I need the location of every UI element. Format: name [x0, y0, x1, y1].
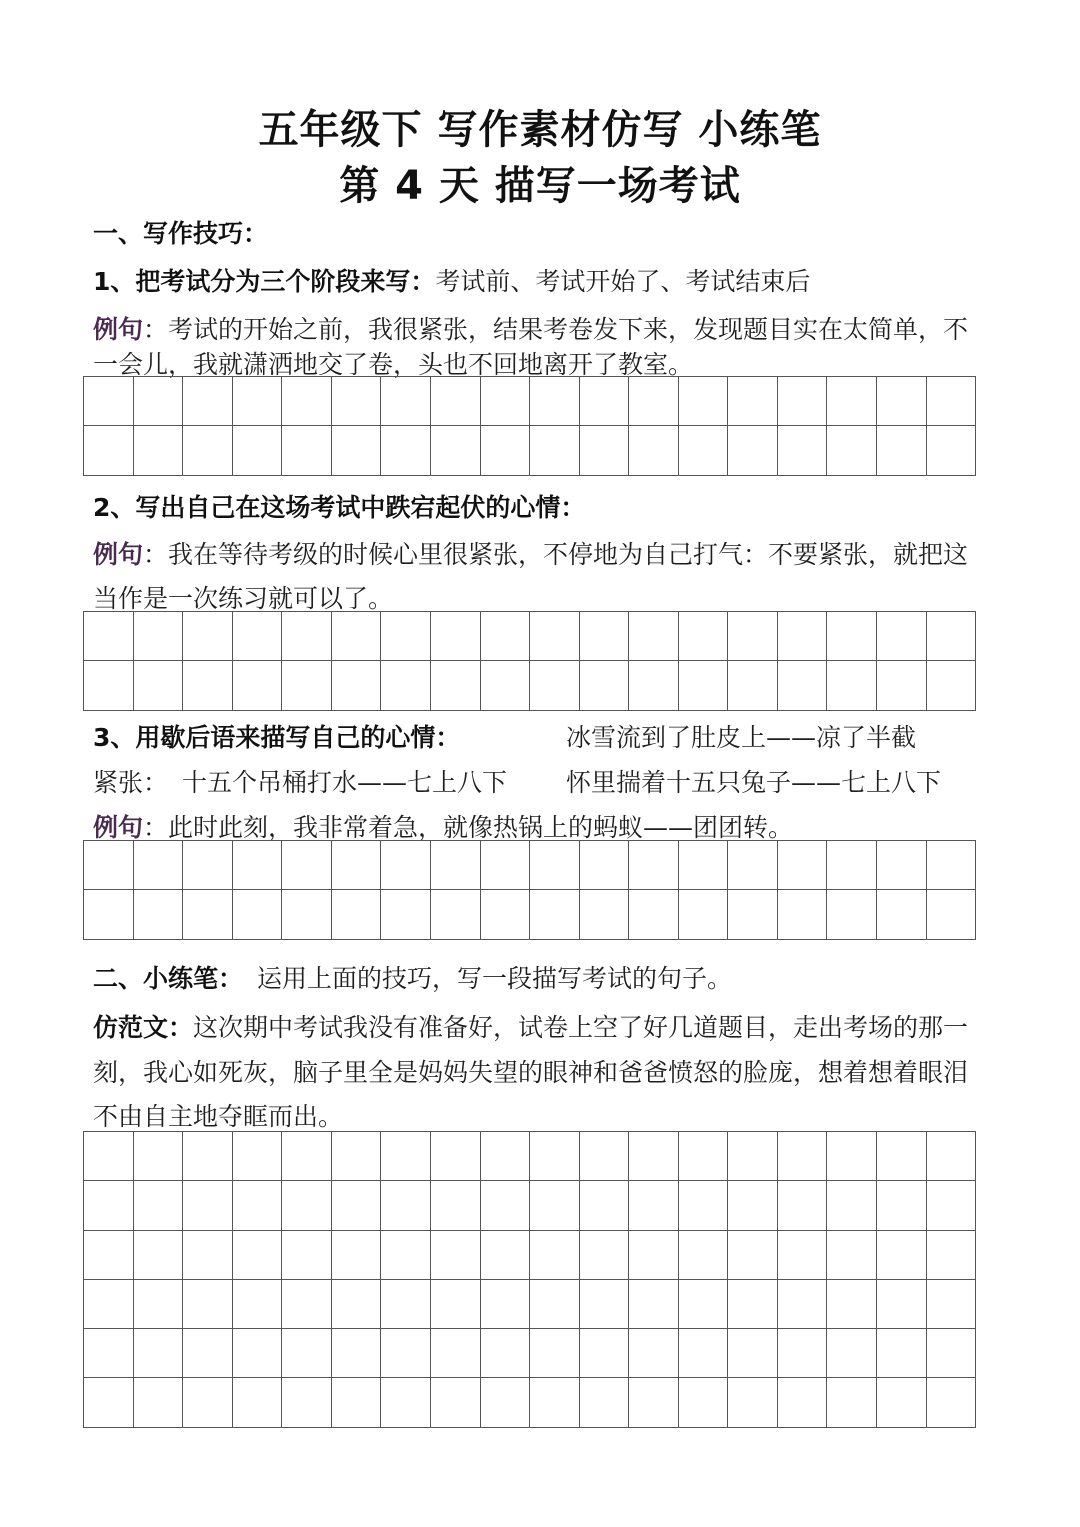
grid-cell[interactable]	[927, 1181, 977, 1230]
grid-cell[interactable]	[381, 661, 431, 710]
tip3-label: 3、用歇后语来描写自己的心情：	[93, 723, 461, 752]
grid-cell[interactable]	[877, 377, 927, 426]
grid-cell[interactable]	[877, 890, 927, 939]
grid-cell[interactable]	[679, 890, 729, 939]
tip1-label: 1、把考试分为三个阶段来写：	[93, 267, 436, 296]
section2-heading: 二、小练笔：	[93, 964, 244, 993]
grid-cell[interactable]	[381, 890, 431, 939]
grid-cell[interactable]	[629, 1231, 679, 1280]
grid-cell[interactable]	[84, 612, 134, 661]
grid-row	[84, 1231, 976, 1280]
grid-cell[interactable]	[728, 1132, 778, 1181]
grid-cell[interactable]	[481, 841, 531, 890]
grid-cell[interactable]	[481, 1378, 531, 1427]
grid-row	[84, 890, 976, 939]
section2-heading-line	[93, 959, 993, 995]
grid-cell[interactable]	[233, 612, 283, 661]
grid-cell[interactable]	[282, 1378, 332, 1427]
grid-cell[interactable]	[629, 841, 679, 890]
grid-cell[interactable]	[778, 612, 828, 661]
grid-cell[interactable]	[728, 841, 778, 890]
tip2-example-label: 例句	[93, 540, 144, 569]
tip1-line	[93, 262, 993, 298]
grid-cell[interactable]	[629, 426, 679, 475]
grid-cell[interactable]	[332, 890, 382, 939]
grid-cell[interactable]	[134, 612, 184, 661]
grid-cell[interactable]	[580, 1329, 630, 1378]
grid-cell[interactable]	[134, 1280, 184, 1329]
grid-cell[interactable]	[728, 377, 778, 426]
grid-cell[interactable]	[530, 1280, 580, 1329]
grid-cell[interactable]	[134, 1181, 184, 1230]
grid-cell[interactable]	[233, 426, 283, 475]
grid-cell[interactable]	[332, 1181, 382, 1230]
model-essay-text1: 这次期中考试我没有准备好，试卷上空了好几道题目，走出考场的那一	[193, 1013, 969, 1042]
grid-cell[interactable]	[134, 1231, 184, 1280]
grid-cell[interactable]	[481, 426, 531, 475]
grid-cell[interactable]	[481, 1132, 531, 1181]
grid-cell[interactable]	[481, 377, 531, 426]
writing-grid-3[interactable]	[83, 840, 976, 940]
grid-cell[interactable]	[580, 612, 630, 661]
tip3-example-line	[93, 808, 993, 844]
grid-cell[interactable]	[530, 1132, 580, 1181]
grid-cell[interactable]	[481, 1329, 531, 1378]
tip1-text: 考试前、考试开始了、考试结束后	[435, 267, 811, 296]
grid-cell[interactable]	[84, 1181, 134, 1230]
grid-cell[interactable]	[481, 1280, 531, 1329]
grid-cell[interactable]	[679, 841, 729, 890]
grid-cell[interactable]	[728, 1280, 778, 1329]
grid-cell[interactable]	[778, 661, 828, 710]
grid-cell[interactable]	[431, 426, 481, 475]
grid-cell[interactable]	[877, 1378, 927, 1427]
grid-cell[interactable]	[827, 426, 877, 475]
grid-cell[interactable]	[481, 661, 531, 710]
grid-cell[interactable]	[728, 1231, 778, 1280]
grid-cell[interactable]	[332, 1231, 382, 1280]
grid-cell[interactable]	[629, 1132, 679, 1181]
grid-cell[interactable]	[84, 1280, 134, 1329]
grid-cell[interactable]	[183, 1329, 233, 1378]
grid-cell[interactable]	[134, 841, 184, 890]
grid-row	[84, 1132, 976, 1181]
grid-cell[interactable]	[580, 890, 630, 939]
grid-cell[interactable]	[629, 1181, 679, 1230]
grid-cell[interactable]	[332, 612, 382, 661]
model-essay-line1	[93, 1008, 993, 1044]
model-essay-label: 仿范文：	[93, 1013, 194, 1042]
tip3-saying1: 冰雪流到了肚皮上——凉了半截	[566, 723, 917, 752]
grid-cell[interactable]	[282, 1181, 332, 1230]
grid-cell[interactable]	[530, 841, 580, 890]
grid-cell[interactable]	[282, 1329, 332, 1378]
tip3-saying3: 怀里揣着十五只兔子——七上八下	[566, 768, 942, 797]
grid-cell[interactable]	[431, 1132, 481, 1181]
grid-cell[interactable]	[381, 1181, 431, 1230]
tip2-example-text1: ：我在等待考级的时候心里很紧张，不停地为自己打气：不要紧张，就把这	[143, 540, 969, 569]
grid-cell[interactable]	[183, 1280, 233, 1329]
writing-grid-1[interactable]	[83, 376, 976, 476]
grid-cell[interactable]	[679, 1132, 729, 1181]
grid-cell[interactable]	[580, 377, 630, 426]
grid-cell[interactable]	[84, 1231, 134, 1280]
grid-cell[interactable]	[580, 1231, 630, 1280]
grid-row	[84, 661, 976, 710]
grid-cell[interactable]	[332, 1132, 382, 1181]
grid-cell[interactable]	[827, 1280, 877, 1329]
grid-cell[interactable]	[877, 426, 927, 475]
grid-cell[interactable]	[481, 612, 531, 661]
grid-row	[84, 841, 976, 890]
grid-cell[interactable]	[332, 1378, 382, 1427]
grid-cell[interactable]	[778, 841, 828, 890]
writing-grid-4[interactable]	[83, 1131, 976, 1428]
grid-cell[interactable]	[877, 612, 927, 661]
grid-cell[interactable]	[827, 841, 877, 890]
grid-cell[interactable]	[183, 1132, 233, 1181]
grid-cell[interactable]	[530, 612, 580, 661]
grid-cell[interactable]	[927, 612, 977, 661]
grid-cell[interactable]	[332, 1280, 382, 1329]
grid-cell[interactable]	[134, 1132, 184, 1181]
grid-cell[interactable]	[282, 612, 332, 661]
grid-cell[interactable]	[877, 1181, 927, 1230]
grid-cell[interactable]	[580, 1132, 630, 1181]
grid-cell[interactable]	[183, 661, 233, 710]
grid-cell[interactable]	[679, 1181, 729, 1230]
grid-cell[interactable]	[778, 1280, 828, 1329]
grid-cell[interactable]	[778, 890, 828, 939]
grid-cell[interactable]	[233, 1378, 283, 1427]
model-essay-line2: 刻，我心如死灰，脑子里全是妈妈失望的眼神和爸爸愤怒的脸庞，想着想着眼泪	[93, 1058, 969, 1087]
grid-cell[interactable]	[927, 661, 977, 710]
grid-cell[interactable]	[927, 841, 977, 890]
grid-cell[interactable]	[728, 612, 778, 661]
grid-cell[interactable]	[84, 1378, 134, 1427]
grid-cell[interactable]	[84, 1329, 134, 1378]
grid-cell[interactable]	[282, 1231, 332, 1280]
grid-cell[interactable]	[233, 841, 283, 890]
grid-cell[interactable]	[134, 426, 184, 475]
grid-cell[interactable]	[580, 841, 630, 890]
grid-cell[interactable]	[381, 1132, 431, 1181]
grid-row	[84, 1329, 976, 1378]
grid-cell[interactable]	[381, 377, 431, 426]
grid-cell[interactable]	[134, 1378, 184, 1427]
model-essay-line3: 不由自主地夺眶而出。	[93, 1102, 344, 1131]
grid-cell[interactable]	[679, 426, 729, 475]
grid-cell[interactable]	[183, 841, 233, 890]
tip3-example-label: 例句	[93, 813, 144, 842]
grid-cell[interactable]	[827, 1132, 877, 1181]
grid-cell[interactable]	[629, 377, 679, 426]
grid-cell[interactable]	[629, 1329, 679, 1378]
tip1-example-line2: 一会儿，我就潇洒地交了卷，头也不回地离开了教室。	[93, 350, 694, 379]
grid-cell[interactable]	[481, 1231, 531, 1280]
grid-row	[84, 1378, 976, 1427]
grid-cell[interactable]	[827, 377, 877, 426]
grid-cell[interactable]	[233, 1181, 283, 1230]
grid-cell[interactable]	[134, 661, 184, 710]
grid-cell[interactable]	[282, 1132, 332, 1181]
tip2-example-line1	[93, 535, 993, 571]
grid-row	[84, 426, 976, 475]
grid-cell[interactable]	[530, 1329, 580, 1378]
grid-cell[interactable]	[233, 1329, 283, 1378]
tip3-example-text: ：此时此刻，我非常着急，就像热锅上的蚂蚁——团团转。	[143, 813, 794, 842]
grid-cell[interactable]	[84, 841, 134, 890]
tip1-example-text1: ：考试的开始之前，我很紧张，结果考卷发下来，发现题目实在太简单，不	[143, 315, 969, 344]
grid-cell[interactable]	[233, 890, 283, 939]
grid-cell[interactable]	[827, 661, 877, 710]
grid-cell[interactable]	[927, 377, 977, 426]
grid-cell[interactable]	[431, 1280, 481, 1329]
grid-cell[interactable]	[580, 1181, 630, 1230]
grid-cell[interactable]	[629, 661, 679, 710]
grid-row	[84, 612, 976, 661]
grid-cell[interactable]	[431, 890, 481, 939]
grid-cell[interactable]	[927, 1231, 977, 1280]
grid-cell[interactable]	[679, 1231, 729, 1280]
grid-cell[interactable]	[183, 1378, 233, 1427]
grid-cell[interactable]	[381, 1280, 431, 1329]
grid-cell[interactable]	[530, 1378, 580, 1427]
grid-cell[interactable]	[431, 377, 481, 426]
tip2-example-line2: 当作是一次练习就可以了。	[93, 584, 394, 613]
section1-heading: 一、写作技巧：	[93, 219, 269, 248]
page-title: 五年级下 写作素材仿写 小练笔	[258, 107, 822, 153]
grid-cell[interactable]	[827, 1329, 877, 1378]
grid-cell[interactable]	[927, 426, 977, 475]
grid-cell[interactable]	[679, 1329, 729, 1378]
page-subtitle: 第 4 天 描写一场考试	[339, 163, 741, 209]
grid-cell[interactable]	[381, 1378, 431, 1427]
grid-cell[interactable]	[183, 1231, 233, 1280]
grid-cell[interactable]	[927, 1280, 977, 1329]
grid-cell[interactable]	[778, 1378, 828, 1427]
grid-cell[interactable]	[629, 890, 679, 939]
grid-row	[84, 1280, 976, 1329]
grid-cell[interactable]	[481, 1181, 531, 1230]
grid-cell[interactable]	[84, 1132, 134, 1181]
grid-cell[interactable]	[580, 426, 630, 475]
grid-cell[interactable]	[431, 1329, 481, 1378]
grid-cell[interactable]	[827, 890, 877, 939]
grid-cell[interactable]	[728, 1181, 778, 1230]
grid-cell[interactable]	[778, 426, 828, 475]
grid-cell[interactable]	[728, 661, 778, 710]
grid-cell[interactable]	[134, 890, 184, 939]
grid-cell[interactable]	[877, 1329, 927, 1378]
grid-cell[interactable]	[580, 1280, 630, 1329]
grid-cell[interactable]	[233, 661, 283, 710]
grid-cell[interactable]	[332, 841, 382, 890]
grid-cell[interactable]	[679, 1280, 729, 1329]
tip3-nervous-label: 紧张：	[93, 768, 169, 797]
grid-cell[interactable]	[728, 1329, 778, 1378]
grid-cell[interactable]	[580, 1378, 630, 1427]
grid-cell[interactable]	[431, 612, 481, 661]
grid-cell[interactable]	[381, 426, 431, 475]
grid-cell[interactable]	[84, 426, 134, 475]
grid-cell[interactable]	[431, 1181, 481, 1230]
grid-cell[interactable]	[530, 377, 580, 426]
grid-cell[interactable]	[134, 377, 184, 426]
grid-row	[84, 1181, 976, 1230]
grid-cell[interactable]	[728, 1378, 778, 1427]
grid-cell[interactable]	[778, 377, 828, 426]
grid-cell[interactable]	[431, 661, 481, 710]
grid-cell[interactable]	[778, 1181, 828, 1230]
grid-cell[interactable]	[233, 1132, 283, 1181]
grid-cell[interactable]	[381, 1329, 431, 1378]
grid-cell[interactable]	[679, 1378, 729, 1427]
grid-cell[interactable]	[877, 1132, 927, 1181]
tip1-example-label: 例句	[93, 315, 144, 344]
tip2-label: 2、写出自己在这场考试中跌宕起伏的心情：	[93, 493, 586, 522]
grid-cell[interactable]	[629, 612, 679, 661]
grid-cell[interactable]	[233, 1280, 283, 1329]
grid-cell[interactable]	[183, 1181, 233, 1230]
grid-cell[interactable]	[282, 661, 332, 710]
grid-cell[interactable]	[679, 612, 729, 661]
grid-cell[interactable]	[183, 377, 233, 426]
grid-cell[interactable]	[233, 1231, 283, 1280]
grid-cell[interactable]	[431, 841, 481, 890]
grid-cell[interactable]	[84, 661, 134, 710]
grid-cell[interactable]	[282, 426, 332, 475]
tip1-example-line1	[93, 310, 993, 346]
grid-cell[interactable]	[332, 426, 382, 475]
grid-cell[interactable]	[134, 1329, 184, 1378]
grid-cell[interactable]	[827, 1378, 877, 1427]
grid-cell[interactable]	[778, 1132, 828, 1181]
grid-cell[interactable]	[282, 890, 332, 939]
grid-cell[interactable]	[827, 1181, 877, 1230]
grid-cell[interactable]	[530, 661, 580, 710]
grid-cell[interactable]	[183, 890, 233, 939]
grid-cell[interactable]	[877, 1231, 927, 1280]
grid-cell[interactable]	[381, 612, 431, 661]
grid-cell[interactable]	[629, 1378, 679, 1427]
grid-cell[interactable]	[927, 1132, 977, 1181]
grid-cell[interactable]	[877, 841, 927, 890]
grid-cell[interactable]	[778, 1329, 828, 1378]
grid-cell[interactable]	[877, 1280, 927, 1329]
section2-instruction: 运用上面的技巧，写一段描写考试的句子。	[257, 964, 733, 993]
writing-grid-2[interactable]	[83, 611, 976, 711]
grid-cell[interactable]	[481, 890, 531, 939]
grid-cell[interactable]	[431, 1378, 481, 1427]
grid-cell[interactable]	[679, 377, 729, 426]
grid-cell[interactable]	[183, 612, 233, 661]
grid-cell[interactable]	[877, 661, 927, 710]
grid-cell[interactable]	[728, 890, 778, 939]
grid-cell[interactable]	[282, 377, 332, 426]
grid-row	[84, 377, 976, 426]
grid-cell[interactable]	[827, 1231, 877, 1280]
tip3-saying2: 十五个吊桶打水——七上八下	[182, 768, 508, 797]
grid-cell[interactable]	[381, 1231, 431, 1280]
grid-cell[interactable]	[827, 612, 877, 661]
grid-cell[interactable]	[927, 890, 977, 939]
grid-cell[interactable]	[679, 661, 729, 710]
grid-cell[interactable]	[629, 1280, 679, 1329]
grid-cell[interactable]	[282, 841, 332, 890]
grid-cell[interactable]	[183, 426, 233, 475]
grid-cell[interactable]	[778, 1231, 828, 1280]
grid-cell[interactable]	[84, 890, 134, 939]
grid-cell[interactable]	[84, 377, 134, 426]
grid-cell[interactable]	[728, 426, 778, 475]
grid-cell[interactable]	[233, 377, 283, 426]
grid-cell[interactable]	[282, 1280, 332, 1329]
grid-cell[interactable]	[927, 1378, 977, 1427]
grid-cell[interactable]	[332, 1329, 382, 1378]
grid-cell[interactable]	[530, 1181, 580, 1230]
grid-cell[interactable]	[381, 841, 431, 890]
grid-cell[interactable]	[431, 1231, 481, 1280]
grid-cell[interactable]	[530, 890, 580, 939]
grid-cell[interactable]	[530, 426, 580, 475]
grid-cell[interactable]	[332, 377, 382, 426]
grid-cell[interactable]	[530, 1231, 580, 1280]
grid-cell[interactable]	[580, 661, 630, 710]
grid-cell[interactable]	[927, 1329, 977, 1378]
grid-cell[interactable]	[332, 661, 382, 710]
